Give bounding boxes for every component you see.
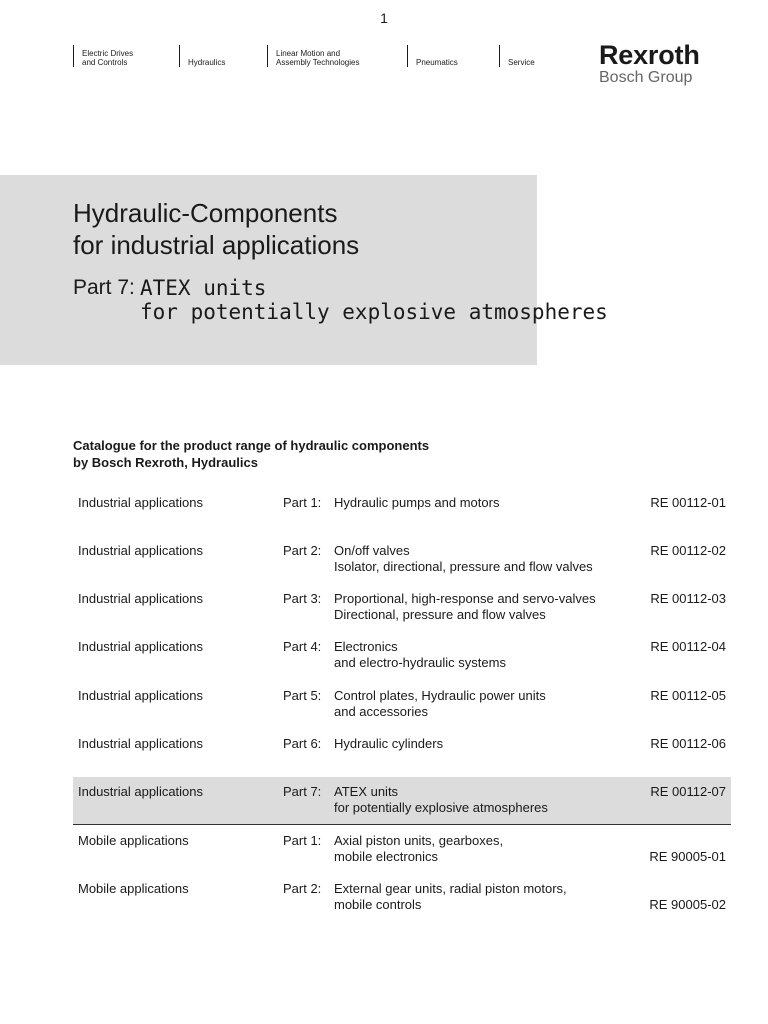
row-description-line-2: and accessories [334, 704, 428, 719]
page-number: 1 [380, 10, 388, 26]
row-application: Industrial applications [78, 639, 204, 654]
nav-label-line2: Pneumatics [416, 58, 458, 67]
row-description-line-2: Directional, pressure and flow valves [334, 607, 546, 622]
row-reference: RE 00112-04 [650, 639, 726, 654]
nav-label-line2: Service [508, 58, 535, 67]
row-reference: RE 00112-02 [650, 543, 726, 558]
row-part: Part 4: [283, 639, 322, 654]
row-description-line-2: and electro-hydraulic systems [334, 655, 506, 670]
nav-label-line2: Assembly Technologies [276, 58, 360, 67]
row-reference: RE 00112-06 [650, 736, 726, 751]
row-description-line-1: Electronics [334, 639, 398, 654]
catalogue-row-mobile-1 [73, 833, 731, 865]
row-part: Part 1: [283, 495, 322, 510]
catalogue-row-mobile-2 [73, 881, 731, 913]
title-line-2: for industrial applications [73, 230, 360, 260]
row-part: Part 6: [283, 736, 322, 751]
logo-main-text: Rexroth [599, 40, 700, 70]
part-label: Part 7: [73, 276, 135, 299]
part-title-line-1: ATEX units [140, 276, 267, 300]
row-description-line-1: Proportional, high-response and servo-valves [334, 591, 596, 606]
row-part: Part 2: [283, 881, 322, 896]
row-description-line-1: ATEX units [334, 784, 399, 799]
nav-linear-motion[interactable] [267, 45, 359, 67]
nav-hydraulics[interactable] [179, 45, 225, 67]
title-line-1: Hydraulic-Components [73, 198, 338, 228]
catalogue-row-industrial-1 [73, 495, 731, 527]
row-description-line-2: for potentially explosive atmospheres [334, 800, 548, 815]
nav-pneumatics[interactable] [407, 45, 458, 67]
row-reference: RE 00112-07 [650, 784, 726, 799]
nav-label-line1: Linear Motion and [276, 49, 341, 58]
row-part: Part 2: [283, 543, 322, 558]
row-application: Mobile applications [78, 881, 189, 896]
nav-label-line2: Hydraulics [188, 58, 226, 67]
row-part: Part 3: [283, 591, 322, 606]
catalogue-row-industrial-4 [73, 639, 731, 671]
row-reference: RE 00112-01 [650, 495, 726, 510]
nav-label-line1: Electric Drives [82, 49, 134, 58]
row-description-line-1: Axial piston units, gearboxes, [334, 833, 504, 848]
row-description-line-1: External gear units, radial piston motors, [334, 881, 567, 896]
row-part: Part 5: [283, 688, 322, 703]
rexroth-logo [599, 42, 700, 87]
catalogue-row-industrial-7-current [73, 777, 731, 825]
nav-label-line2: and Controls [82, 58, 128, 67]
row-application: Industrial applications [78, 591, 204, 606]
row-reference: RE 00112-03 [650, 591, 726, 606]
logo-sub-text: Bosch Group [599, 69, 693, 86]
row-application: Industrial applications [78, 543, 204, 558]
catalogue-row-industrial-5 [73, 688, 731, 720]
row-application: Industrial applications [78, 495, 204, 510]
row-reference: RE 00112-05 [650, 688, 726, 703]
catalogue-row-industrial-6 [73, 736, 731, 768]
row-description-line-2: mobile electronics [334, 849, 439, 864]
row-application: Industrial applications [78, 784, 204, 799]
part-title-line-2: for potentially explosive atmospheres [140, 300, 608, 324]
nav-service[interactable] [499, 45, 535, 67]
row-part: Part 1: [283, 833, 322, 848]
row-description-line-2: mobile controls [334, 897, 422, 912]
row-part: Part 7: [283, 784, 322, 799]
intro-line-2: by Bosch Rexroth, Hydraulics [73, 455, 258, 470]
row-description-line-1: Hydraulic cylinders [334, 736, 444, 751]
row-description-line-2: Isolator, directional, pressure and flow valves [334, 559, 593, 574]
row-reference: RE 90005-01 [649, 849, 726, 864]
intro-line-1: Catalogue for the product range of hydraulic components [73, 438, 430, 453]
row-description-line-1: On/off valves [334, 543, 410, 558]
row-application: Mobile applications [78, 833, 189, 848]
row-application: Industrial applications [78, 688, 204, 703]
catalogue-row-industrial-3 [73, 591, 731, 623]
catalogue-row-industrial-2 [73, 543, 731, 575]
row-reference: RE 90005-02 [649, 897, 726, 912]
row-description-line-1: Hydraulic pumps and motors [334, 495, 500, 510]
catalogue-intro [73, 437, 429, 471]
nav-electric-drives[interactable] [73, 45, 133, 67]
row-application: Industrial applications [78, 736, 204, 751]
row-description-line-1: Control plates, Hydraulic power units [334, 688, 546, 703]
